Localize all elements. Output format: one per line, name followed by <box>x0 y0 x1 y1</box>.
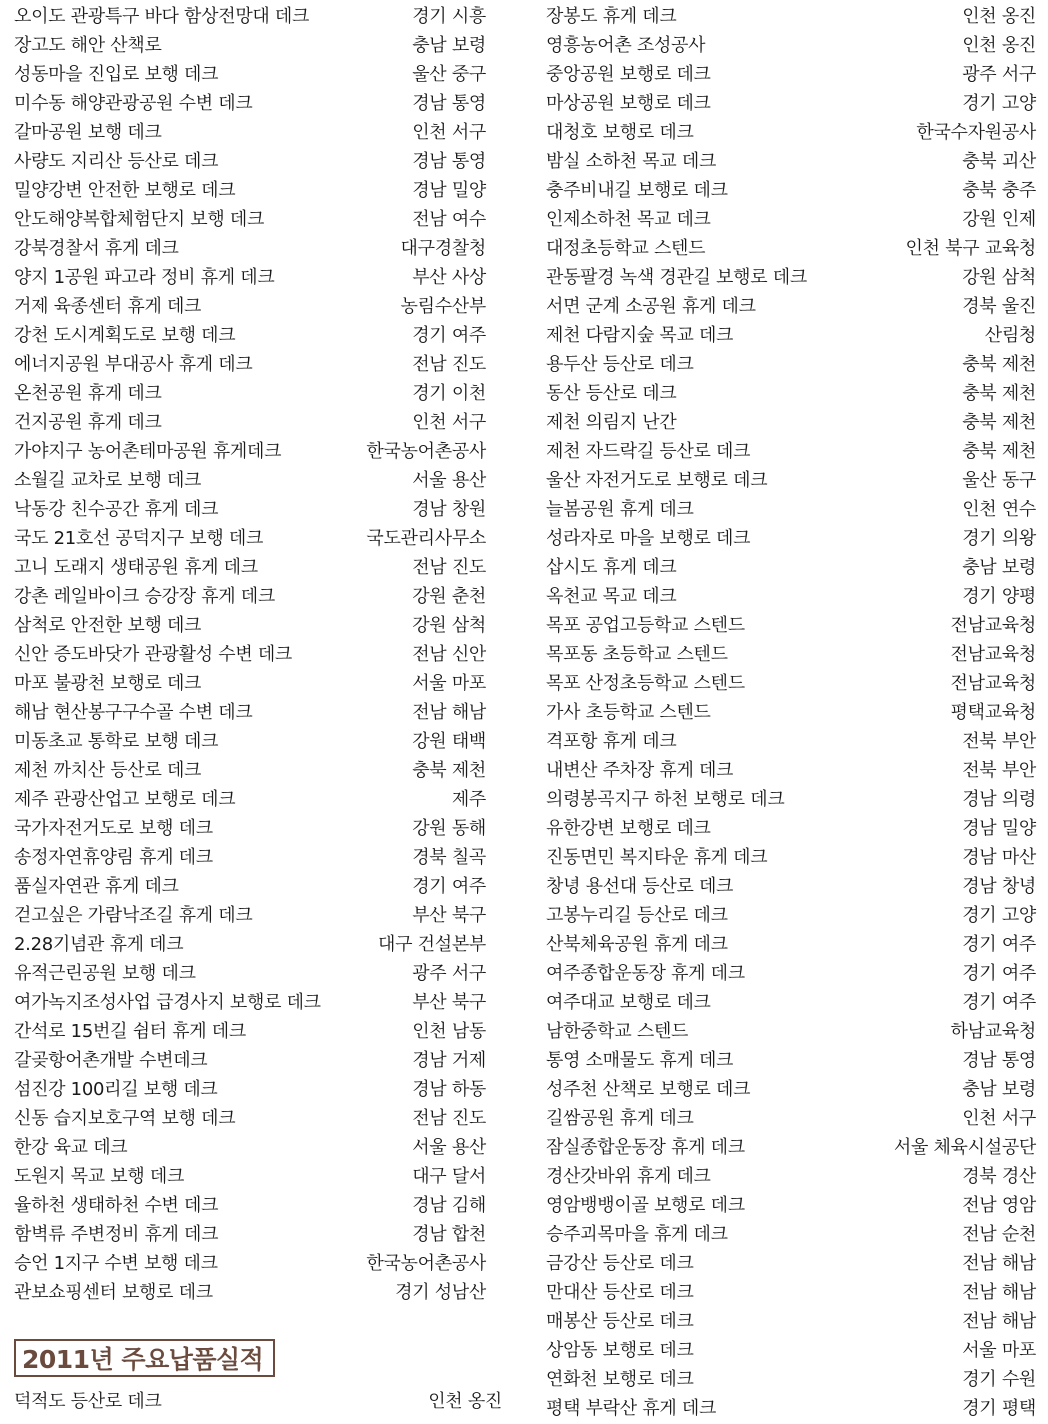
list-item <box>14 1162 486 1191</box>
project-location: 충북 제천 <box>412 760 486 781</box>
project-name: 진동면민 복지타운 휴게 데크 <box>546 847 768 868</box>
list-item <box>14 1278 486 1307</box>
project-name: 신안 증도바닷가 관광활성 수변 데크 <box>14 644 293 665</box>
project-location: 광주 서구 <box>962 64 1036 85</box>
project-location: 대구경찰청 <box>400 238 486 259</box>
project-location: 전남 여수 <box>412 209 486 230</box>
list-item <box>546 1017 1036 1046</box>
list-item <box>14 669 486 698</box>
project-name: 옥천교 목교 데크 <box>546 586 677 607</box>
project-location: 서울 체육시설공단 <box>893 1137 1036 1158</box>
project-name: 미수동 해양관광공원 수변 데크 <box>14 93 253 114</box>
project-location: 광주 서구 <box>412 963 486 984</box>
list-item <box>546 321 1036 350</box>
project-name: 고봉누리길 등산로 데크 <box>546 905 728 926</box>
list-item <box>546 263 1036 292</box>
list-item <box>546 930 1036 959</box>
project-location: 서울 마포 <box>962 1340 1036 1361</box>
project-location: 충북 제천 <box>962 412 1036 433</box>
project-name: 인제소하천 목교 데크 <box>546 209 711 230</box>
list-item <box>546 466 1036 495</box>
project-name: 관보쇼핑센터 보행로 데크 <box>14 1282 213 1303</box>
project-location: 농림수산부 <box>400 296 486 317</box>
project-location: 인천 연수 <box>962 499 1036 520</box>
project-location: 대구 달서 <box>412 1166 486 1187</box>
project-name: 용두산 등산로 데크 <box>546 354 694 375</box>
project-location: 인천 서구 <box>412 412 486 433</box>
project-name: 경산갓바위 휴게 데크 <box>546 1166 711 1187</box>
project-name: 장고도 해안 산책로 <box>14 35 162 56</box>
list-item <box>14 89 486 118</box>
list-item <box>14 1220 486 1249</box>
project-name: 사량도 지리산 등산로 데크 <box>14 151 219 172</box>
project-location: 충북 제천 <box>962 441 1036 462</box>
project-name: 에너지공원 부대공사 휴게 데크 <box>14 354 253 375</box>
project-location: 강원 춘천 <box>412 586 486 607</box>
list-item <box>546 31 1036 60</box>
right-project-list <box>546 2 1036 1423</box>
list-item <box>546 89 1036 118</box>
project-location: 경기 여주 <box>412 876 486 897</box>
project-location: 경기 여주 <box>412 325 486 346</box>
list-item <box>14 872 486 901</box>
project-location: 경남 마산 <box>962 847 1036 868</box>
project-name: 영흥농어촌 조성공사 <box>546 35 706 56</box>
project-location: 부산 북구 <box>412 905 486 926</box>
list-item <box>14 321 486 350</box>
project-name: 장봉도 휴게 데크 <box>546 6 677 27</box>
project-location: 대구 건설본부 <box>378 934 486 955</box>
project-location: 평택교육청 <box>950 702 1036 723</box>
project-name: 거제 육종센터 휴게 데크 <box>14 296 202 317</box>
project-name: 금강산 등산로 데크 <box>546 1253 694 1274</box>
list-item <box>14 1133 486 1162</box>
list-item <box>14 1249 486 1278</box>
list-item <box>546 640 1036 669</box>
list-item <box>14 379 486 408</box>
list-item <box>546 147 1036 176</box>
list-item <box>546 1394 1036 1423</box>
project-name: 창녕 용선대 등산로 데크 <box>546 876 734 897</box>
list-item <box>546 1046 1036 1075</box>
list-item <box>546 553 1036 582</box>
list-item <box>546 727 1036 756</box>
list-item <box>14 640 486 669</box>
list-item <box>546 582 1036 611</box>
project-name: 제주 관광산업고 보행로 데크 <box>14 789 236 810</box>
project-name: 한강 육교 데크 <box>14 1137 128 1158</box>
project-location: 울산 동구 <box>962 470 1036 491</box>
project-name: 늘봄공원 휴게 데크 <box>546 499 694 520</box>
project-name: 목포 공업고등학교 스텐드 <box>546 615 745 636</box>
project-name: 성주천 산책로 보행로 데크 <box>546 1079 751 1100</box>
project-name: 신동 습지보호구역 보행 데크 <box>14 1108 236 1129</box>
project-location: 강원 동해 <box>412 818 486 839</box>
left-project-list <box>14 2 486 1307</box>
project-location: 경남 하동 <box>412 1079 486 1100</box>
list-item <box>546 1365 1036 1394</box>
list-item <box>14 350 486 379</box>
project-location: 경남 김해 <box>412 1195 486 1216</box>
project-location: 전남 순천 <box>962 1224 1036 1245</box>
project-name: 잠실종합운동장 휴게 데크 <box>546 1137 745 1158</box>
project-name: 유한강변 보행로 데크 <box>546 818 711 839</box>
project-location: 경남 거제 <box>412 1050 486 1071</box>
list-item <box>14 408 486 437</box>
project-location: 경남 밀양 <box>412 180 486 201</box>
list-item <box>546 756 1036 785</box>
project-name: 마상공원 보행로 데크 <box>546 93 711 114</box>
list-item <box>14 1017 486 1046</box>
list-item <box>546 611 1036 640</box>
project-name: 상암동 보행로 데크 <box>546 1340 694 1361</box>
list-item <box>14 553 486 582</box>
project-location: 서울 용산 <box>412 1137 486 1158</box>
list-item <box>14 1046 486 1075</box>
project-location: 경기 여주 <box>962 934 1036 955</box>
list-item <box>14 611 486 640</box>
project-name: 양지 1공원 파고라 정비 휴게 데크 <box>14 267 275 288</box>
project-location: 한국농어촌공사 <box>366 441 486 462</box>
project-name: 가야지구 농어촌테마공원 휴게데크 <box>14 441 282 462</box>
project-name: 가사 초등학교 스텐드 <box>546 702 711 723</box>
project-location: 제주 <box>451 789 486 810</box>
list-item <box>546 872 1036 901</box>
project-location: 전남 신안 <box>412 644 486 665</box>
project-name: 남한중학교 스텐드 <box>546 1021 689 1042</box>
list-item <box>546 959 1036 988</box>
project-location: 인천 서구 <box>412 122 486 143</box>
list-item <box>546 698 1036 727</box>
list-item <box>14 263 486 292</box>
list-item <box>14 843 486 872</box>
project-location: 강원 태백 <box>412 731 486 752</box>
project-name: 격포항 휴게 데크 <box>546 731 677 752</box>
list-item <box>546 408 1036 437</box>
project-location: 인천 옹진 <box>962 6 1036 27</box>
project-location: 경북 칠곡 <box>412 847 486 868</box>
list-item <box>14 756 486 785</box>
project-location: 경기 고양 <box>962 93 1036 114</box>
project-name: 품실자연관 휴게 데크 <box>14 876 179 897</box>
project-name: 삼척로 안전한 보행 데크 <box>14 615 202 636</box>
project-name: 제천 자드락길 등산로 데크 <box>546 441 751 462</box>
project-location: 충남 보령 <box>412 35 486 56</box>
project-name: 강천 도시계획도로 보행 데크 <box>14 325 236 346</box>
project-location: 전남교육청 <box>950 673 1036 694</box>
project-location: 충남 보령 <box>962 1079 1036 1100</box>
project-name: 여주대교 보행로 데크 <box>546 992 711 1013</box>
list-item <box>14 176 486 205</box>
list-item <box>14 1191 486 1220</box>
project-location: 경기 여주 <box>962 992 1036 1013</box>
project-name: 서면 군계 소공원 휴게 데크 <box>546 296 756 317</box>
project-name: 마포 불광천 보행로 데크 <box>14 673 202 694</box>
project-location: 한국수자원공사 <box>916 122 1036 143</box>
project-name: 해남 현산봉구구수골 수변 데크 <box>14 702 253 723</box>
project-name: 소월길 교차로 보행 데크 <box>14 470 202 491</box>
project-location: 강원 인제 <box>962 209 1036 230</box>
project-location: 한국농어촌공사 <box>366 1253 486 1274</box>
list-item <box>546 669 1036 698</box>
list-item <box>546 1249 1036 1278</box>
left-extra-list <box>14 1387 502 1416</box>
project-name: 의령봉곡지구 하천 보행로 데크 <box>546 789 785 810</box>
project-name: 제천 의림지 난간 <box>546 412 677 433</box>
list-item <box>14 60 486 89</box>
list-item <box>546 437 1036 466</box>
project-name: 승언 1지구 수변 보행 데크 <box>14 1253 218 1274</box>
project-name: 고니 도래지 생태공원 휴게 데크 <box>14 557 258 578</box>
list-item <box>14 988 486 1017</box>
project-name: 율하천 생태하천 수변 데크 <box>14 1195 219 1216</box>
project-name: 낙동강 친수공간 휴게 데크 <box>14 499 219 520</box>
project-name: 충주비내길 보행로 데크 <box>546 180 728 201</box>
project-location: 인천 서구 <box>962 1108 1036 1129</box>
project-location: 경기 성남산 <box>395 1282 486 1303</box>
project-name: 미동초교 통학로 보행 데크 <box>14 731 219 752</box>
project-name: 목포동 초등학교 스텐드 <box>546 644 728 665</box>
list-item <box>546 1336 1036 1365</box>
project-location: 경남 합천 <box>412 1224 486 1245</box>
project-name: 함벽류 주변정비 휴게 데크 <box>14 1224 219 1245</box>
list-item <box>14 466 486 495</box>
list-item <box>14 814 486 843</box>
project-name: 목포 산정초등학교 스텐드 <box>546 673 745 694</box>
list-item <box>14 495 486 524</box>
project-name: 섬진강 100리길 보행 데크 <box>14 1079 218 1100</box>
list-item <box>14 901 486 930</box>
project-location: 충북 괴산 <box>962 151 1036 172</box>
project-name: 통영 소매물도 휴게 데크 <box>546 1050 734 1071</box>
project-name: 성동마을 진입로 보행 데크 <box>14 64 219 85</box>
project-location: 하남교육청 <box>950 1021 1036 1042</box>
project-location: 경기 여주 <box>962 963 1036 984</box>
project-location: 경남 통영 <box>962 1050 1036 1071</box>
list-item <box>546 1220 1036 1249</box>
list-item <box>546 1162 1036 1191</box>
project-location: 전남 해남 <box>962 1253 1036 1274</box>
list-item <box>14 727 486 756</box>
project-location: 전남 진도 <box>412 557 486 578</box>
project-location: 경남 의령 <box>962 789 1036 810</box>
list-item <box>546 785 1036 814</box>
project-name: 영암뱅뱅이골 보행로 데크 <box>546 1195 745 1216</box>
project-name: 안도해양복합체험단지 보행 데크 <box>14 209 265 230</box>
project-location: 인천 옹진 <box>428 1391 502 1412</box>
project-name: 갈마공원 보행 데크 <box>14 122 162 143</box>
list-item <box>546 176 1036 205</box>
project-location: 인천 옹진 <box>962 35 1036 56</box>
project-name: 강북경찰서 휴게 데크 <box>14 238 179 259</box>
project-location: 경기 수원 <box>962 1369 1036 1390</box>
project-location: 울산 중구 <box>412 64 486 85</box>
list-item <box>14 437 486 466</box>
project-name: 송정자연휴양림 휴게 데크 <box>14 847 213 868</box>
list-item <box>546 988 1036 1017</box>
project-location: 충북 제천 <box>962 354 1036 375</box>
list-item <box>546 350 1036 379</box>
project-name: 제천 까치산 등산로 데크 <box>14 760 202 781</box>
project-name: 평택 부락산 휴게 데크 <box>546 1398 717 1419</box>
list-item <box>14 31 486 60</box>
project-location: 경기 시흥 <box>412 6 486 27</box>
list-item <box>14 205 486 234</box>
list-item <box>546 1075 1036 1104</box>
project-location: 국도관리사무소 <box>366 528 486 549</box>
project-name: 강촌 레일바이크 승강장 휴게 데크 <box>14 586 275 607</box>
project-name: 만대산 등산로 데크 <box>546 1282 694 1303</box>
project-name: 온천공원 휴게 데크 <box>14 383 162 404</box>
project-name: 국도 21호선 공덕지구 보행 데크 <box>14 528 264 549</box>
project-name: 덕적도 등산로 데크 <box>14 1391 162 1412</box>
list-item <box>546 495 1036 524</box>
project-name: 도원지 목교 보행 데크 <box>14 1166 185 1187</box>
list-item <box>546 1133 1036 1162</box>
list-item <box>546 2 1036 31</box>
project-location: 전북 부안 <box>962 731 1036 752</box>
project-name: 연화천 보행로 데크 <box>546 1369 694 1390</box>
list-item <box>14 2 486 31</box>
project-location: 전북 부안 <box>962 760 1036 781</box>
project-name: 국가자전거도로 보행 데크 <box>14 818 213 839</box>
project-location: 충북 제천 <box>962 383 1036 404</box>
project-location: 경북 경산 <box>962 1166 1036 1187</box>
list-item <box>546 234 1036 263</box>
list-item <box>14 147 486 176</box>
project-location: 충북 충주 <box>962 180 1036 201</box>
project-location: 전남교육청 <box>950 644 1036 665</box>
project-name: 갈곶항어촌개발 수변데크 <box>14 1050 208 1071</box>
list-item <box>546 118 1036 147</box>
project-name: 길쌈공원 휴게 데크 <box>546 1108 694 1129</box>
project-name: 유적근린공원 보행 데크 <box>14 963 196 984</box>
list-item <box>14 785 486 814</box>
list-item <box>546 292 1036 321</box>
project-location: 부산 북구 <box>412 992 486 1013</box>
project-location: 서울 마포 <box>412 673 486 694</box>
project-location: 강원 삼척 <box>962 267 1036 288</box>
project-location: 경북 울진 <box>962 296 1036 317</box>
list-item <box>14 698 486 727</box>
project-location: 경기 양평 <box>962 586 1036 607</box>
project-name: 내변산 주차장 휴게 데크 <box>546 760 734 781</box>
list-item <box>14 524 486 553</box>
project-location: 경남 창녕 <box>962 876 1036 897</box>
project-location: 경남 창원 <box>412 499 486 520</box>
project-name: 삽시도 휴게 데크 <box>546 557 677 578</box>
project-name: 울산 자전거도로 보행로 데크 <box>546 470 768 491</box>
project-name: 2.28기념관 휴게 데크 <box>14 934 184 955</box>
project-name: 건지공원 휴게 데크 <box>14 412 162 433</box>
project-name: 성라자로 마을 보행로 데크 <box>546 528 751 549</box>
list-item <box>546 1278 1036 1307</box>
project-location: 경남 통영 <box>412 93 486 114</box>
list-item <box>14 292 486 321</box>
project-name: 여주종합운동장 휴게 데크 <box>546 963 745 984</box>
list-item <box>14 1104 486 1133</box>
project-name: 중앙공원 보행로 데크 <box>546 64 711 85</box>
project-name: 간석로 15번길 쉼터 휴게 데크 <box>14 1021 246 1042</box>
project-location: 경기 의왕 <box>962 528 1036 549</box>
list-item <box>14 959 486 988</box>
project-location: 부산 사상 <box>412 267 486 288</box>
list-item <box>14 582 486 611</box>
project-location: 전남 해남 <box>962 1282 1036 1303</box>
list-item <box>546 1104 1036 1133</box>
project-location: 전남 영암 <box>962 1195 1036 1216</box>
project-location: 전남 진도 <box>412 1108 486 1129</box>
list-item <box>14 1387 502 1416</box>
project-name: 제천 다람지숲 목교 데크 <box>546 325 734 346</box>
project-location: 전남 해남 <box>962 1311 1036 1332</box>
project-name: 동산 등산로 데크 <box>546 383 677 404</box>
project-name: 밀양강변 안전한 보행로 데크 <box>14 180 236 201</box>
project-location: 서울 용산 <box>412 470 486 491</box>
project-name: 산북체육공원 휴게 데크 <box>546 934 728 955</box>
list-item <box>14 930 486 959</box>
project-location: 강원 삼척 <box>412 615 486 636</box>
list-item <box>14 1075 486 1104</box>
project-location: 전남 진도 <box>412 354 486 375</box>
list-item <box>546 814 1036 843</box>
project-name: 대청호 보행로 데크 <box>546 122 694 143</box>
project-name: 여가녹지조성사업 급경사지 보행로 데크 <box>14 992 321 1013</box>
list-item <box>546 843 1036 872</box>
project-location: 경기 평택 <box>962 1398 1036 1419</box>
project-location: 경기 이천 <box>412 383 486 404</box>
project-location: 산림청 <box>984 325 1036 346</box>
list-item <box>546 1307 1036 1336</box>
list-item <box>14 118 486 147</box>
project-name: 승주괴목마을 휴게 데크 <box>546 1224 728 1245</box>
list-item <box>546 524 1036 553</box>
project-name: 매봉산 등산로 데크 <box>546 1311 694 1332</box>
project-location: 경남 밀양 <box>962 818 1036 839</box>
project-location: 인천 남동 <box>412 1021 486 1042</box>
project-location: 경기 고양 <box>962 905 1036 926</box>
list-item <box>546 901 1036 930</box>
project-location: 경남 통영 <box>412 151 486 172</box>
list-item <box>14 234 486 263</box>
list-item <box>546 1191 1036 1220</box>
project-name: 오이도 관광특구 바다 함상전망대 데크 <box>14 6 310 27</box>
project-name: 대정초등학교 스텐드 <box>546 238 706 259</box>
project-location: 충남 보령 <box>962 557 1036 578</box>
list-item <box>546 60 1036 89</box>
list-item <box>546 379 1036 408</box>
section-title-2011: 2011년 주요납품실적 <box>14 1339 275 1377</box>
list-item <box>546 205 1036 234</box>
project-location: 인천 북구 교육청 <box>905 238 1036 259</box>
project-name: 밤실 소하천 목교 데크 <box>546 151 717 172</box>
project-name: 걷고싶은 가람낙조길 휴게 데크 <box>14 905 253 926</box>
project-location: 전남 해남 <box>412 702 486 723</box>
project-location: 전남교육청 <box>950 615 1036 636</box>
project-name: 관동팔경 녹색 경관길 보행로 데크 <box>546 267 807 288</box>
